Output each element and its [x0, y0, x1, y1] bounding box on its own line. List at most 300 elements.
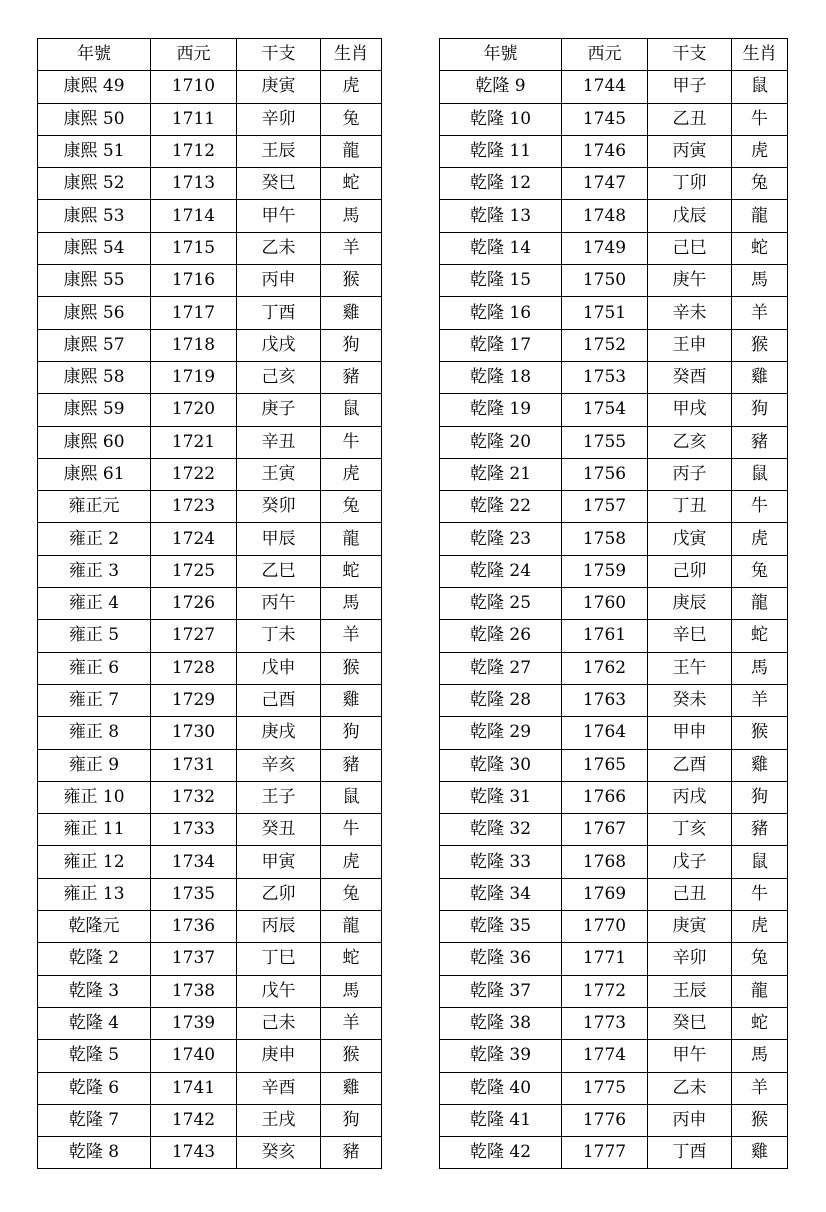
zodiac-cell: 雞 [732, 361, 788, 393]
table-row [38, 200, 382, 232]
era-cell: 康熙 56 [38, 297, 151, 329]
zodiac-cell: 鼠 [732, 846, 788, 878]
zodiac-cell: 猴 [732, 1104, 788, 1136]
era-cell: 雍正 5 [38, 620, 151, 652]
ganzhi-cell: 辛卯 [237, 103, 321, 135]
table-row [440, 684, 788, 716]
zodiac-cell: 龍 [321, 523, 382, 555]
year-cell: 1728 [151, 652, 237, 684]
year-cell: 1745 [562, 103, 648, 135]
era-cell: 乾隆 13 [440, 200, 562, 232]
ganzhi-cell: 癸丑 [237, 814, 321, 846]
zodiac-cell: 猴 [732, 717, 788, 749]
ganzhi-cell: 甲午 [648, 1040, 732, 1072]
ganzhi-cell: 王申 [648, 329, 732, 361]
era-cell: 乾隆 6 [38, 1072, 151, 1104]
zodiac-cell: 兔 [732, 555, 788, 587]
table-row [440, 911, 788, 943]
ganzhi-cell: 癸酉 [648, 361, 732, 393]
zodiac-cell: 牛 [321, 814, 382, 846]
ganzhi-cell: 甲辰 [237, 523, 321, 555]
table-row [38, 458, 382, 490]
era-cell: 康熙 57 [38, 329, 151, 361]
zodiac-cell: 羊 [321, 620, 382, 652]
zodiac-cell: 雞 [321, 1072, 382, 1104]
zodiac-cell: 鼠 [732, 71, 788, 103]
year-cell: 1722 [151, 458, 237, 490]
year-cell: 1760 [562, 588, 648, 620]
ganzhi-cell: 甲午 [237, 200, 321, 232]
year-cell: 1769 [562, 878, 648, 910]
table-row [38, 975, 382, 1007]
table-row [38, 588, 382, 620]
year-cell: 1715 [151, 232, 237, 264]
era-cell: 康熙 59 [38, 394, 151, 426]
year-cell: 1710 [151, 71, 237, 103]
table-row [38, 943, 382, 975]
era-cell: 乾隆 18 [440, 361, 562, 393]
ganzhi-cell: 丙辰 [237, 911, 321, 943]
table-row [38, 1040, 382, 1072]
table-row [38, 911, 382, 943]
table-row [440, 555, 788, 587]
header-year: 西元 [151, 39, 237, 71]
ganzhi-cell: 庚戌 [237, 717, 321, 749]
year-cell: 1755 [562, 426, 648, 458]
table-row [440, 1137, 788, 1169]
ganzhi-cell: 癸亥 [237, 1137, 321, 1169]
table-row [38, 491, 382, 523]
table-row [440, 1040, 788, 1072]
era-cell: 乾隆 4 [38, 1007, 151, 1039]
era-cell: 乾隆 16 [440, 297, 562, 329]
ganzhi-cell: 甲子 [648, 71, 732, 103]
zodiac-cell: 羊 [732, 1072, 788, 1104]
year-cell: 1777 [562, 1137, 648, 1169]
table-row [38, 329, 382, 361]
table-row [38, 71, 382, 103]
year-cell: 1767 [562, 814, 648, 846]
era-cell: 乾隆元 [38, 911, 151, 943]
ganzhi-cell: 庚寅 [237, 71, 321, 103]
header-row [38, 39, 382, 71]
table-row [440, 814, 788, 846]
ganzhi-cell: 甲戌 [648, 394, 732, 426]
zodiac-cell: 兔 [321, 103, 382, 135]
zodiac-cell: 豬 [321, 361, 382, 393]
table-row [38, 297, 382, 329]
zodiac-cell: 雞 [321, 297, 382, 329]
year-cell: 1744 [562, 71, 648, 103]
table-row [38, 135, 382, 167]
table-row [440, 361, 788, 393]
era-cell: 乾隆 11 [440, 135, 562, 167]
ganzhi-cell: 庚寅 [648, 911, 732, 943]
ganzhi-cell: 戊戌 [237, 329, 321, 361]
era-cell: 乾隆 33 [440, 846, 562, 878]
ganzhi-cell: 戊寅 [648, 523, 732, 555]
era-cell: 乾隆 2 [38, 943, 151, 975]
table-row [440, 1007, 788, 1039]
ganzhi-cell: 辛酉 [237, 1072, 321, 1104]
header-era: 年號 [38, 39, 151, 71]
era-cell: 乾隆 7 [38, 1104, 151, 1136]
year-cell: 1743 [151, 1137, 237, 1169]
era-cell: 乾隆 9 [440, 71, 562, 103]
ganzhi-cell: 丙戌 [648, 781, 732, 813]
era-cell: 乾隆 29 [440, 717, 562, 749]
zodiac-cell: 虎 [732, 911, 788, 943]
ganzhi-cell: 丙子 [648, 458, 732, 490]
table-row [440, 523, 788, 555]
ganzhi-cell: 辛卯 [648, 943, 732, 975]
era-cell: 乾隆 8 [38, 1137, 151, 1169]
year-cell: 1747 [562, 168, 648, 200]
ganzhi-cell: 丁亥 [648, 814, 732, 846]
ganzhi-cell: 甲申 [648, 717, 732, 749]
zodiac-cell: 蛇 [321, 168, 382, 200]
year-cell: 1717 [151, 297, 237, 329]
year-cell: 1738 [151, 975, 237, 1007]
year-cell: 1712 [151, 135, 237, 167]
year-cell: 1756 [562, 458, 648, 490]
table-row [440, 232, 788, 264]
table-row [38, 749, 382, 781]
zodiac-cell: 狗 [732, 394, 788, 426]
year-cell: 1733 [151, 814, 237, 846]
year-cell: 1750 [562, 265, 648, 297]
year-cell: 1763 [562, 684, 648, 716]
era-cell: 雍正元 [38, 491, 151, 523]
ganzhi-cell: 乙丑 [648, 103, 732, 135]
zodiac-cell: 馬 [732, 265, 788, 297]
zodiac-cell: 羊 [732, 297, 788, 329]
zodiac-cell: 蛇 [732, 1007, 788, 1039]
year-cell: 1764 [562, 717, 648, 749]
zodiac-cell: 龍 [732, 200, 788, 232]
era-cell: 乾隆 3 [38, 975, 151, 1007]
zodiac-cell: 兔 [732, 943, 788, 975]
year-cell: 1766 [562, 781, 648, 813]
table-row [38, 232, 382, 264]
zodiac-cell: 猴 [732, 329, 788, 361]
year-cell: 1771 [562, 943, 648, 975]
ganzhi-cell: 癸未 [648, 684, 732, 716]
zodiac-cell: 兔 [321, 878, 382, 910]
table-body-right [440, 71, 788, 1169]
table-row [38, 684, 382, 716]
table-row [38, 168, 382, 200]
table-row [440, 749, 788, 781]
year-cell: 1721 [151, 426, 237, 458]
year-cell: 1718 [151, 329, 237, 361]
table-body-left [38, 71, 382, 1169]
era-cell: 雍正 8 [38, 717, 151, 749]
era-cell: 康熙 54 [38, 232, 151, 264]
era-cell: 乾隆 15 [440, 265, 562, 297]
table-row [440, 200, 788, 232]
era-cell: 乾隆 34 [440, 878, 562, 910]
year-cell: 1754 [562, 394, 648, 426]
table-row [440, 652, 788, 684]
year-cell: 1742 [151, 1104, 237, 1136]
ganzhi-cell: 癸巳 [237, 168, 321, 200]
header-year: 西元 [562, 39, 648, 71]
ganzhi-cell: 戊子 [648, 846, 732, 878]
era-cell: 乾隆 17 [440, 329, 562, 361]
era-cell: 康熙 53 [38, 200, 151, 232]
header-row [440, 39, 788, 71]
zodiac-cell: 虎 [321, 846, 382, 878]
ganzhi-cell: 己未 [237, 1007, 321, 1039]
ganzhi-cell: 癸卯 [237, 491, 321, 523]
zodiac-cell: 兔 [732, 168, 788, 200]
zodiac-cell: 狗 [321, 717, 382, 749]
ganzhi-cell: 丙午 [237, 588, 321, 620]
table-row [440, 394, 788, 426]
era-cell: 康熙 52 [38, 168, 151, 200]
table-row [440, 878, 788, 910]
ganzhi-cell: 乙酉 [648, 749, 732, 781]
year-cell: 1711 [151, 103, 237, 135]
ganzhi-cell: 丁卯 [648, 168, 732, 200]
ganzhi-cell: 戊辰 [648, 200, 732, 232]
zodiac-cell: 牛 [732, 878, 788, 910]
year-cell: 1720 [151, 394, 237, 426]
era-cell: 雍正 3 [38, 555, 151, 587]
zodiac-cell: 狗 [321, 329, 382, 361]
ganzhi-cell: 庚午 [648, 265, 732, 297]
year-cell: 1774 [562, 1040, 648, 1072]
zodiac-cell: 羊 [321, 232, 382, 264]
zodiac-cell: 狗 [732, 781, 788, 813]
ganzhi-cell: 丁未 [237, 620, 321, 652]
table-row [38, 652, 382, 684]
era-cell: 乾隆 20 [440, 426, 562, 458]
table-row [440, 135, 788, 167]
era-cell: 雍正 10 [38, 781, 151, 813]
year-cell: 1748 [562, 200, 648, 232]
year-cell: 1740 [151, 1040, 237, 1072]
table-row [38, 265, 382, 297]
era-cell: 雍正 6 [38, 652, 151, 684]
table-row [440, 458, 788, 490]
era-table-right [439, 38, 788, 1169]
ganzhi-cell: 己亥 [237, 361, 321, 393]
ganzhi-cell: 戊午 [237, 975, 321, 1007]
header-era: 年號 [440, 39, 562, 71]
era-cell: 乾隆 14 [440, 232, 562, 264]
year-cell: 1734 [151, 846, 237, 878]
era-table-left [37, 38, 382, 1169]
zodiac-cell: 牛 [732, 103, 788, 135]
year-cell: 1730 [151, 717, 237, 749]
era-cell: 乾隆 28 [440, 684, 562, 716]
table-row [38, 717, 382, 749]
ganzhi-cell: 丁丑 [648, 491, 732, 523]
year-cell: 1726 [151, 588, 237, 620]
era-cell: 乾隆 30 [440, 749, 562, 781]
zodiac-cell: 蛇 [321, 943, 382, 975]
header-ganzhi: 干支 [648, 39, 732, 71]
year-cell: 1714 [151, 200, 237, 232]
era-cell: 乾隆 32 [440, 814, 562, 846]
table-row [38, 394, 382, 426]
era-cell: 乾隆 19 [440, 394, 562, 426]
era-cell: 乾隆 26 [440, 620, 562, 652]
year-cell: 1770 [562, 911, 648, 943]
year-cell: 1739 [151, 1007, 237, 1039]
year-cell: 1716 [151, 265, 237, 297]
era-cell: 乾隆 25 [440, 588, 562, 620]
zodiac-cell: 雞 [732, 1137, 788, 1169]
year-cell: 1736 [151, 911, 237, 943]
era-cell: 乾隆 31 [440, 781, 562, 813]
era-cell: 乾隆 37 [440, 975, 562, 1007]
era-cell: 雍正 2 [38, 523, 151, 555]
zodiac-cell: 猴 [321, 265, 382, 297]
table-row [440, 943, 788, 975]
era-cell: 乾隆 12 [440, 168, 562, 200]
zodiac-cell: 馬 [732, 1040, 788, 1072]
table-row [440, 588, 788, 620]
zodiac-cell: 猴 [321, 652, 382, 684]
table-row [440, 975, 788, 1007]
table-row [38, 361, 382, 393]
zodiac-cell: 蛇 [732, 620, 788, 652]
year-cell: 1765 [562, 749, 648, 781]
era-cell: 雍正 9 [38, 749, 151, 781]
zodiac-cell: 牛 [732, 491, 788, 523]
table-row [440, 1072, 788, 1104]
table-row [38, 1007, 382, 1039]
ganzhi-cell: 丁酉 [237, 297, 321, 329]
ganzhi-cell: 戊申 [237, 652, 321, 684]
era-cell: 乾隆 42 [440, 1137, 562, 1169]
zodiac-cell: 蛇 [321, 555, 382, 587]
era-cell: 雍正 11 [38, 814, 151, 846]
year-cell: 1751 [562, 297, 648, 329]
year-cell: 1729 [151, 684, 237, 716]
year-cell: 1725 [151, 555, 237, 587]
year-cell: 1761 [562, 620, 648, 652]
zodiac-cell: 虎 [732, 135, 788, 167]
zodiac-cell: 馬 [321, 588, 382, 620]
table-row [38, 1137, 382, 1169]
year-cell: 1757 [562, 491, 648, 523]
zodiac-cell: 雞 [321, 684, 382, 716]
zodiac-cell: 鼠 [321, 394, 382, 426]
ganzhi-cell: 辛巳 [648, 620, 732, 652]
zodiac-cell: 龍 [732, 975, 788, 1007]
table-row [38, 1104, 382, 1136]
zodiac-cell: 馬 [732, 652, 788, 684]
era-cell: 康熙 55 [38, 265, 151, 297]
table-row [440, 297, 788, 329]
zodiac-cell: 羊 [732, 684, 788, 716]
era-cell: 康熙 50 [38, 103, 151, 135]
table-row [440, 781, 788, 813]
year-cell: 1759 [562, 555, 648, 587]
zodiac-cell: 龍 [732, 588, 788, 620]
year-cell: 1723 [151, 491, 237, 523]
zodiac-cell: 牛 [321, 426, 382, 458]
ganzhi-cell: 辛亥 [237, 749, 321, 781]
ganzhi-cell: 己卯 [648, 555, 732, 587]
year-cell: 1762 [562, 652, 648, 684]
table-row [440, 491, 788, 523]
table-row [440, 846, 788, 878]
era-cell: 乾隆 22 [440, 491, 562, 523]
ganzhi-cell: 王辰 [648, 975, 732, 1007]
era-cell: 乾隆 38 [440, 1007, 562, 1039]
table-row [440, 620, 788, 652]
era-cell: 乾隆 23 [440, 523, 562, 555]
era-cell: 乾隆 10 [440, 103, 562, 135]
year-cell: 1732 [151, 781, 237, 813]
ganzhi-cell: 乙亥 [648, 426, 732, 458]
ganzhi-cell: 丁巳 [237, 943, 321, 975]
zodiac-cell: 蛇 [732, 232, 788, 264]
zodiac-cell: 鼠 [321, 781, 382, 813]
table-row [440, 168, 788, 200]
year-cell: 1727 [151, 620, 237, 652]
era-cell: 雍正 12 [38, 846, 151, 878]
zodiac-cell: 豬 [321, 1137, 382, 1169]
ganzhi-cell: 己丑 [648, 878, 732, 910]
ganzhi-cell: 庚申 [237, 1040, 321, 1072]
era-cell: 雍正 13 [38, 878, 151, 910]
ganzhi-cell: 王午 [648, 652, 732, 684]
ganzhi-cell: 王寅 [237, 458, 321, 490]
table-row [38, 814, 382, 846]
ganzhi-cell: 乙卯 [237, 878, 321, 910]
year-cell: 1776 [562, 1104, 648, 1136]
year-cell: 1737 [151, 943, 237, 975]
ganzhi-cell: 庚辰 [648, 588, 732, 620]
era-cell: 乾隆 40 [440, 1072, 562, 1104]
table-row [38, 426, 382, 458]
zodiac-cell: 羊 [321, 1007, 382, 1039]
zodiac-cell: 虎 [321, 458, 382, 490]
zodiac-cell: 馬 [321, 200, 382, 232]
year-cell: 1749 [562, 232, 648, 264]
year-cell: 1772 [562, 975, 648, 1007]
zodiac-cell: 豬 [732, 814, 788, 846]
zodiac-cell: 雞 [732, 749, 788, 781]
table-row [38, 781, 382, 813]
header-zodiac: 生肖 [321, 39, 382, 71]
table-row [38, 878, 382, 910]
era-cell: 康熙 51 [38, 135, 151, 167]
era-cell: 乾隆 21 [440, 458, 562, 490]
table-row [440, 71, 788, 103]
zodiac-cell: 鼠 [732, 458, 788, 490]
table-row [38, 1072, 382, 1104]
header-zodiac: 生肖 [732, 39, 788, 71]
year-cell: 1713 [151, 168, 237, 200]
year-cell: 1731 [151, 749, 237, 781]
table-row [38, 103, 382, 135]
table-row [440, 329, 788, 361]
year-cell: 1719 [151, 361, 237, 393]
table-row [38, 523, 382, 555]
zodiac-cell: 龍 [321, 135, 382, 167]
ganzhi-cell: 王戌 [237, 1104, 321, 1136]
era-cell: 雍正 7 [38, 684, 151, 716]
era-cell: 康熙 58 [38, 361, 151, 393]
era-cell: 乾隆 39 [440, 1040, 562, 1072]
